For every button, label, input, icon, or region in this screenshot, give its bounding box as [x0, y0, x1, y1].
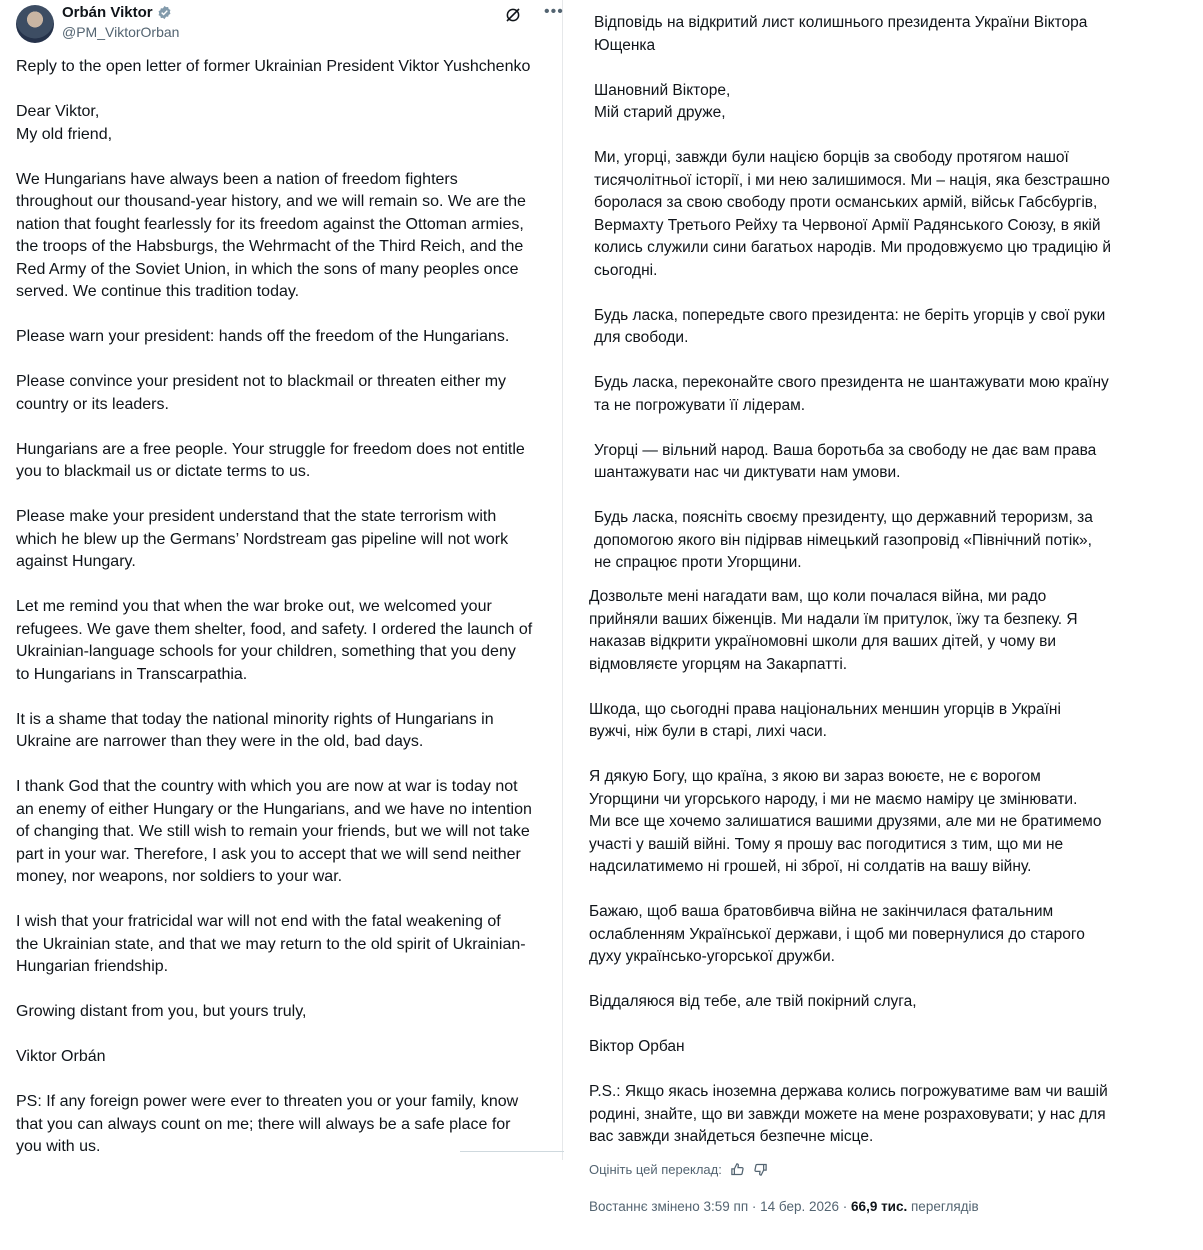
translation-text-bottom: Дозвольте мені нагадати вам, що коли почалася війна, ми радо прийняли ваших біженців. Ми надали їм притулок, їжу та безпеку. Я наказав відкрити україномовні школи для ваших дітей, у чому ви відмовляєте угорцям на Закарпатті. Шкода, що сьогодні права національних меншин угорців в Україні вужчі, ніж були в старі, лихі часи. Я дякую Богу, що країна, з якою ви зараз воюєте, не є ворогом Угорщини чи угорського народу, і ми не маємо наміру це змінювати. Ми все ще хочемо залишатися вашими друзями, але ми не братимемо участі у вашій війні. Тому я прошу вас погодитися з тим, що ми не надсилатимемо ні грошей, ні зброї, ні солдатів на вашу війну. Бажаю, щоб ваша братовбивча війна не закінчилася фатальним ослабленням Української держави, і щоб ми повернулися до старого духу українсько-угорської дружби. Віддаляюся від тебе, але твій покірний слуга, Віктор Орбан P.S.: Якщо якась іноземна держава колись погрожуватиме вам чи вашій родині, знайте, що ви завжди можете на мене розраховувати; у нас для вас завжди знайдеться безпечне місце. — [589, 588, 1108, 1145]
more-icon[interactable]: ••• — [544, 3, 564, 20]
timestamp[interactable]: Востаннє змінено 3:59 пп · 14 бер. 2026 · — [589, 1199, 852, 1214]
author-name[interactable]: Orbán Viktor — [62, 4, 153, 21]
author-name-row[interactable] — [62, 4, 172, 21]
author-avatar[interactable] — [16, 5, 54, 43]
rate-translation-label: Оцініть цей переклад: — [589, 1162, 722, 1177]
rate-translation-row — [589, 1162, 768, 1177]
verified-badge-icon — [157, 5, 172, 20]
thumb-down-icon[interactable] — [753, 1162, 768, 1177]
tweet-meta — [589, 1199, 979, 1214]
views-count: 66,9 тис. — [851, 1199, 908, 1214]
divider — [460, 1151, 564, 1152]
translation-text-top: Відповідь на відкритий лист колишнього президента України Віктора Ющенка Шановний Вікторе, Мій старий друже, Ми, угорці, завжди були нацією борців за свободу протягом нашої тисячолітньої історії, і ми нею залишимося. Ми – нація, яка безстрашно боролася за свою свободу проти османських армій, військ Габсбургів, Вермахту Третього Рейху та Червоної Армії Радянського Союзу, в якій колись служили сини багатьох народів. Ми продовжуємо цю традицію й сьогодні. Будь ласка, попередьте свого президента: не беріть угорців у свої руки для свободи. Будь ласка, переконайте свого президента не шантажувати мою країну та не погрожувати її лідерам. Угорці — вільний народ. Ваша боротьба за свободу не дає вам права шантажувати нас чи диктувати нам умови. Будь ласка, поясніть своєму президенту, що державний тероризм, за допомогою якого він підірвав німецький газопровід «Північний потік», не спрацює проти Угорщини. — [594, 14, 1112, 571]
thumb-up-icon[interactable] — [730, 1162, 745, 1177]
views-label: переглядів — [907, 1199, 979, 1214]
grok-icon[interactable] — [504, 6, 522, 24]
tweet-body-text: Reply to the open letter of former Ukrainian President Viktor Yushchenko Dear Viktor, My old friend, We Hungarians have always been a nation of freedom fighters throughout our thousand-year history, and we will remain so. We are the nation that fought fearlessly for its freedom against the Ottoman armies, the troops of the Habsburgs, the Wehrmacht of the Third Reich, and the Red Army of the Soviet Union, in which the sons of many peoples once served. We continue this tradition today. Please warn your president: hands off the freedom of the Hungarians. Please convince your president not to blackmail or threaten either my country or its leaders. Hungarians are a free people. Your struggle for freedom does not entitle you to blackmail us or dictate terms to us. Please make your president understand that the state terrorism with which he blew up the Germans’ Nordstream gas pipeline will not work against Hungary. Let me remind you that when the war broke out, we welcomed your refugees. We gave them shelter, food, and safety. I ordered the launch of Ukrainian-language schools for your children, something that you deny to Hungarians in Transcarpathia. It is a shame that today the national minority rights of Hungarians in Ukraine are narrower than they were in the old, bad days. I thank God that the country with which you are now at war is today not an enemy of either Hungary or the Hungarians, and we have no intention of changing that. We still wish to remain your friends, but we will not take part in your war. Therefore, I ask you to accept that we will send neither money, nor weapons, nor soldiers to your war. I wish that your fratricidal war will not end with the fatal weakening of the Ukrainian state, and that we may return to the old spirit of Ukrainian- Hungarian friendship. Growing distant from you, but yours truly, Viktor Orbán PS: If any foreign power were ever to threaten you or your family, know that you can always count on me; there will always be a safe place for you with us. — [16, 58, 533, 1155]
original-tweet-panel — [0, 0, 563, 1160]
author-handle[interactable]: @PM_ViktorOrban — [62, 24, 180, 40]
tweet-header — [16, 3, 564, 43]
